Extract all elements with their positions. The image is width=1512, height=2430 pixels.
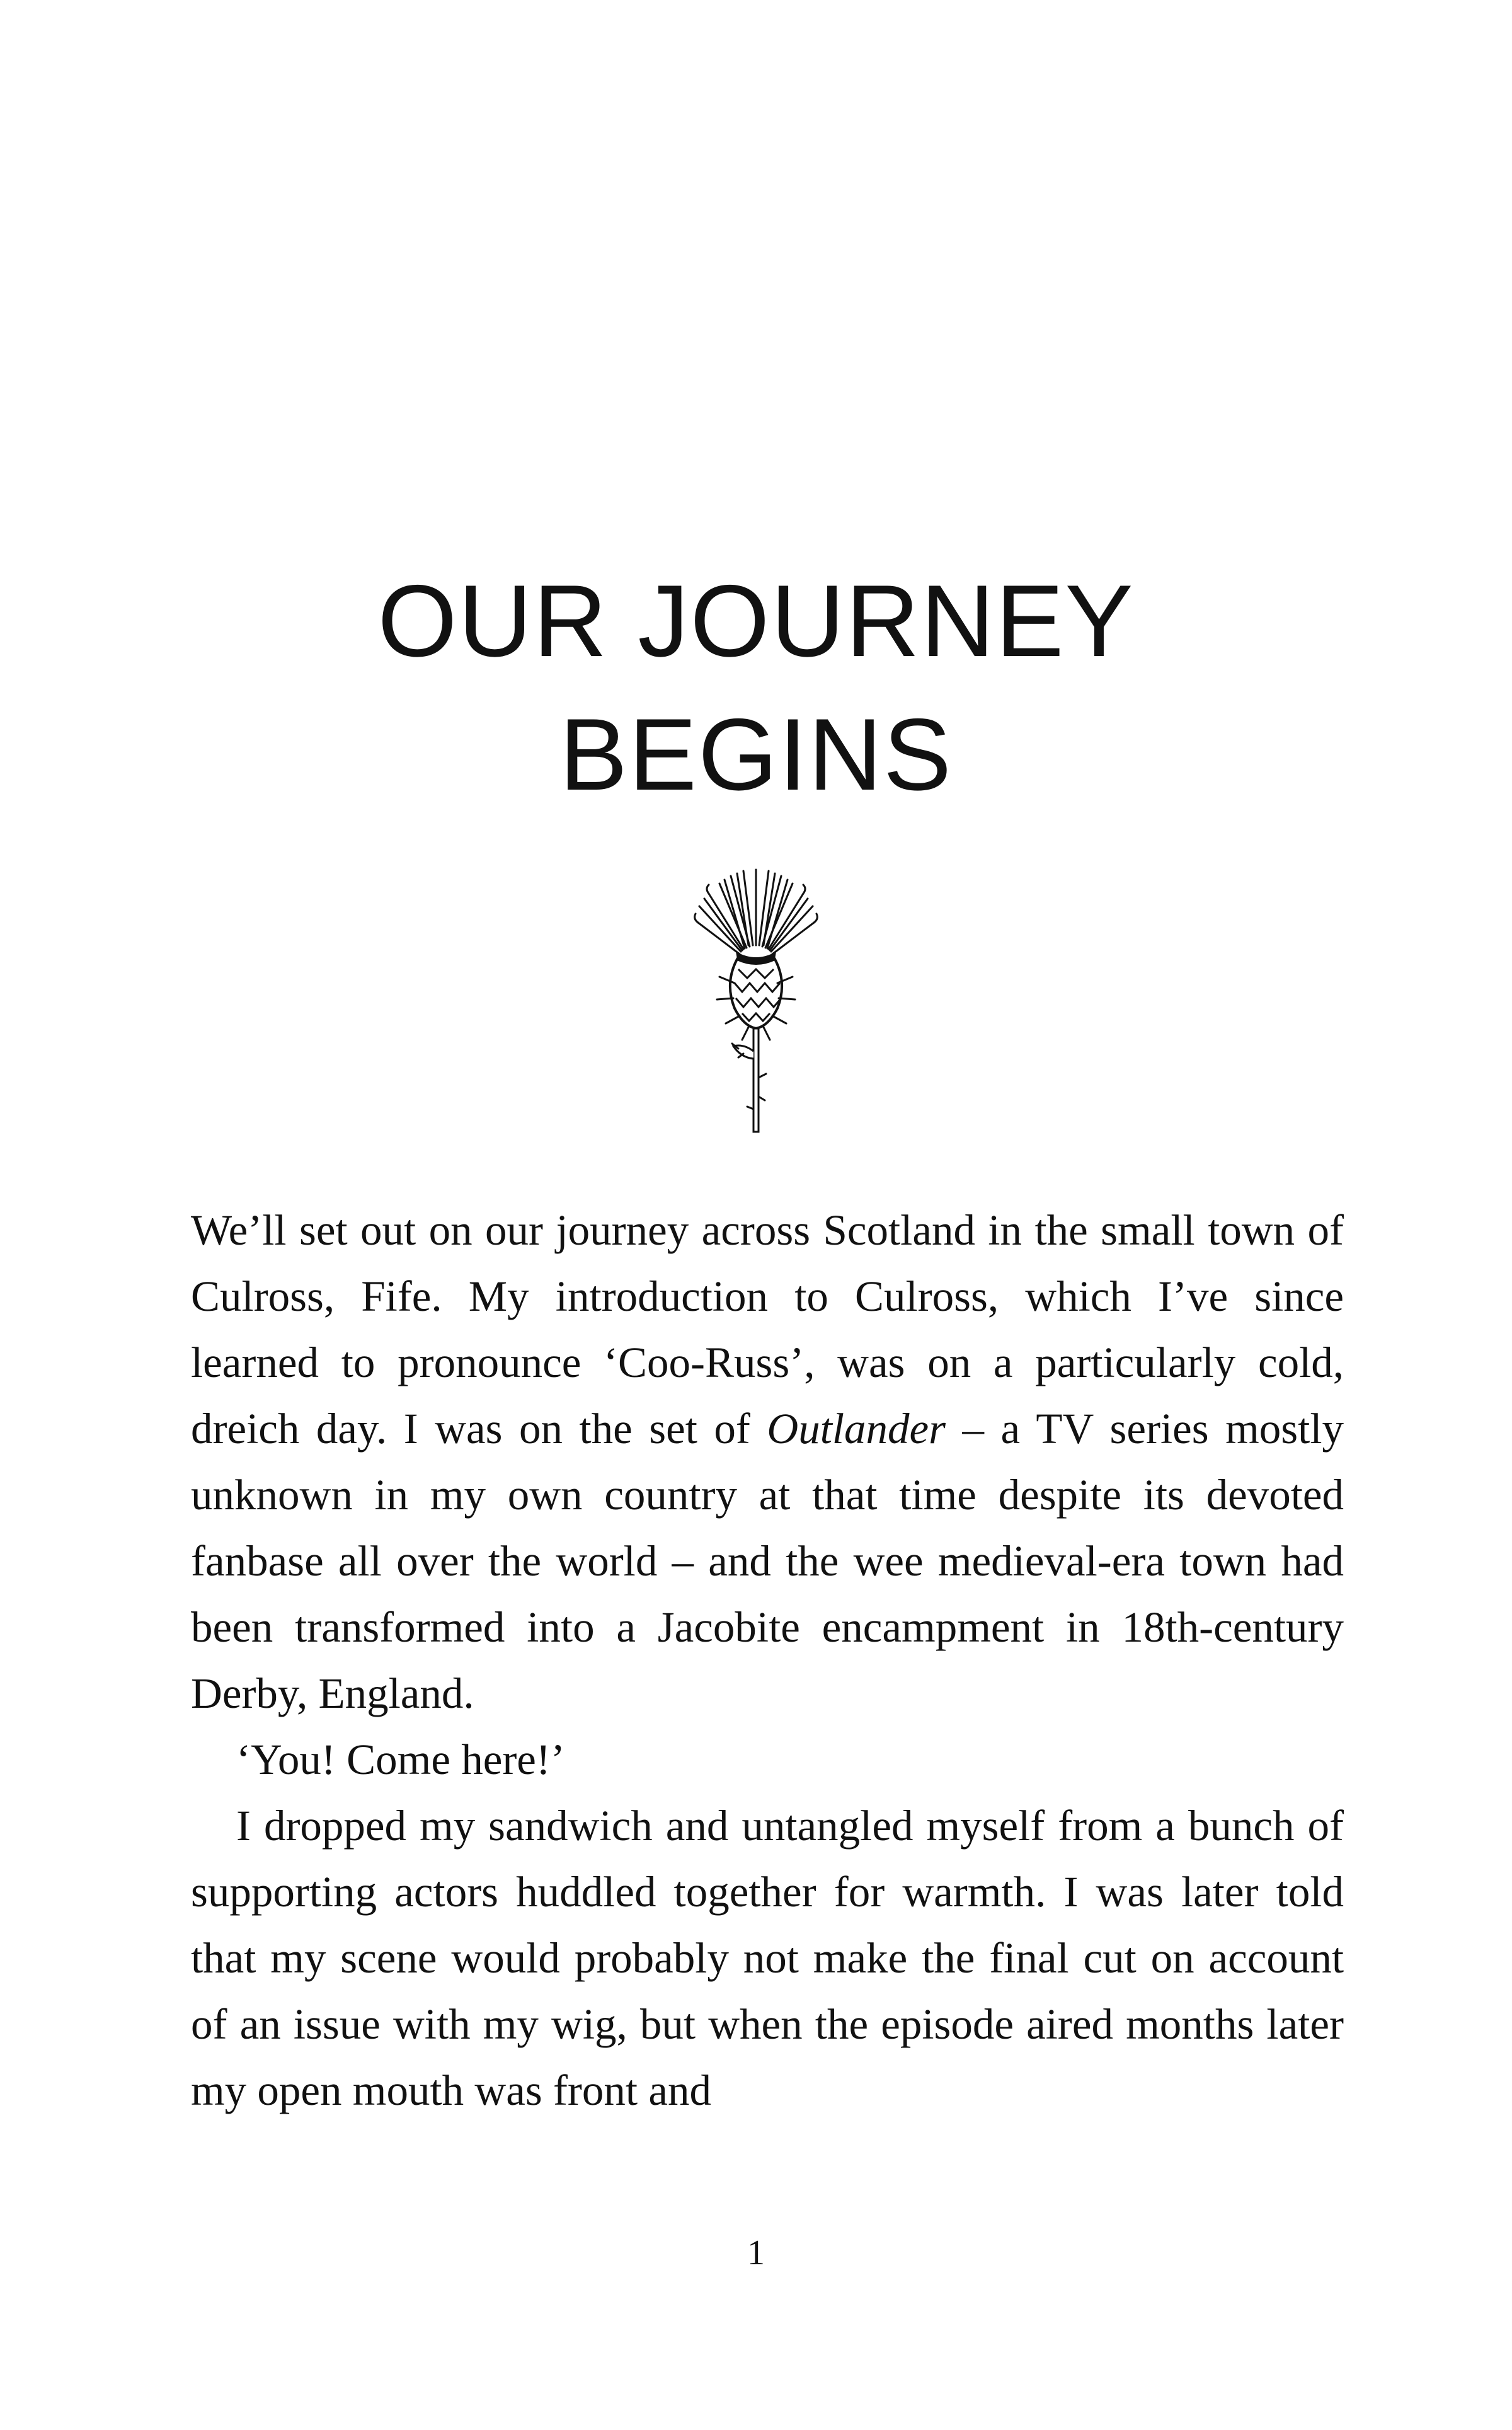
- paragraph: ‘You! Come here!’: [236, 1736, 565, 1783]
- body-text: [191, 1197, 1344, 2124]
- chapter-title-line-1: OUR JOURNEY: [377, 564, 1135, 678]
- paragraph-text: – a TV series mostly unknown in my own country at that time despite its devoted fanbase all over the world – and the wee medieval-era town had been transformed into a Jacobite encampment in 18th-century Derby, England.: [191, 1405, 1344, 1717]
- chapter-title: [0, 555, 1512, 822]
- thistle-icon: [680, 857, 832, 1134]
- paragraph: [191, 1197, 1344, 1727]
- title-italic: Outlander: [767, 1405, 946, 1453]
- page-number: 1: [747, 2233, 765, 2272]
- paragraph: I dropped my sandwich and untangled myself from a bunch of supporting actors huddled together for warmth. I was later told that my scene would probably not make the final cut on account of an issue with my wig, but when the episode aired months later my open mouth was front and: [191, 1802, 1344, 2114]
- paragraph-text: We’ll set out on our journey across Scotland in the small town of Culross, Fife. My introduction to Culross, which I’ve since learned to pronounce ‘Coo-Russ’, was on a particularly cold, dreich day. I was on the set of: [191, 1206, 1344, 1453]
- chapter-title-line-2: BEGINS: [559, 698, 953, 812]
